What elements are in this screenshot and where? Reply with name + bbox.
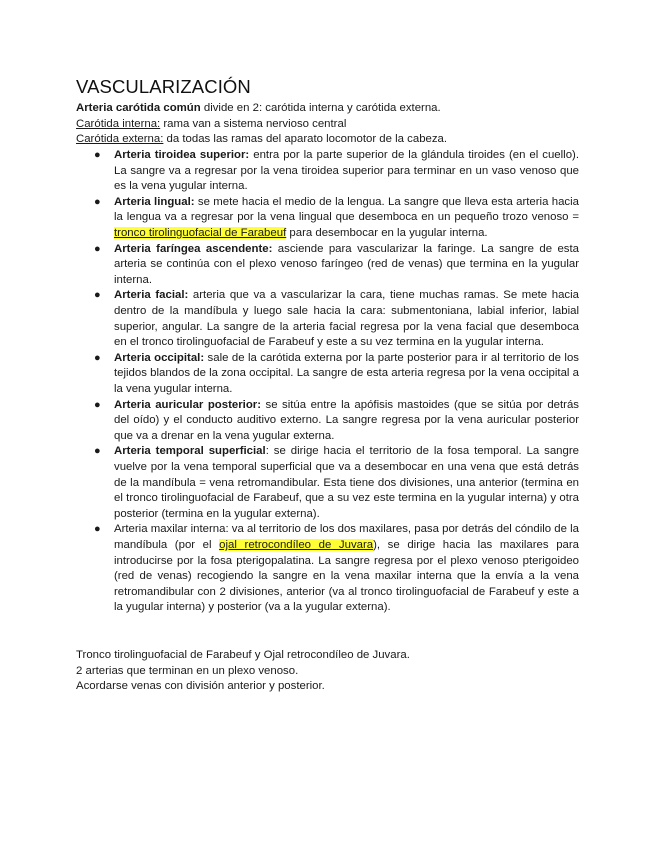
item-text: : se dirige hacia el territorio de la fosa temporal. La sangre vuelve por la vena temporal superficial que va a desembocar en una vena que está detrás de la mandíbula = vena retromandibular. Esta tiene dos divisiones, una anterior (termina en el tronco tirolinguofacial de Farabeuf, que a su vez este termina en la yugular interna) y otra posterior (termina en la yugular externa). [114, 445, 579, 520]
bullet-icon: ● [94, 351, 101, 364]
item-bold-label: Arteria temporal superficial [114, 445, 266, 458]
list-item-maxillary [94, 522, 579, 616]
internal-carotid-text: rama van a sistema nervioso central [160, 117, 347, 130]
item-text: sale de la carótida externa por la parte posterior para ir al territorio de los tejidos blandos de la zona occipital. La sangre de esta arteria regresa por la vena occipital a la vena yugular interna. [114, 351, 579, 396]
summary-notes [76, 648, 579, 695]
list-item-lingual [94, 195, 579, 242]
intro-internal-line [76, 117, 579, 133]
page-title: VASCULARIZACIÓN [76, 76, 251, 97]
list-item-temporal [94, 444, 579, 522]
list-item-occipital [94, 351, 579, 398]
item-text: se sitúa entre la apófisis mastoides (que se sitúa por detrás del oído) y el conducto auditivo externo. La sangre regresa por la vena auricular posterior que va a drenar en la vena yugular externa. [114, 398, 579, 442]
common-carotid-text: divide en 2: carótida interna y carótida externa. [200, 102, 441, 114]
list-item-auricular [94, 398, 579, 445]
bullet-icon: ● [94, 398, 101, 411]
bullet-icon: ● [94, 445, 101, 458]
artery-list [76, 148, 579, 616]
bullet-icon: ● [94, 523, 101, 536]
item-text: arteria que va a vascularizar la cara, tiene muchas ramas. Se mete hacia dentro de la mandíbula y luego sale hacia la cara: submentoniana, labial inferior, labial superior, angular. La sangre de la arteria facial regresa por la vena facial que desemboca en el tronco tirolinguofacial de Farabeuf y este a su vez termina en la yugular interna. [114, 289, 579, 349]
bullet-icon: ● [94, 242, 101, 255]
item-text: para desembocar en la yugular interna. [286, 227, 488, 240]
item-bold-label: Arteria faríngea ascendente: [114, 242, 273, 255]
item-text: Arteria maxilar interna: va al territorio de los dos maxilares, pasa por detrás del cóndilo de la mandíbula (por el [114, 523, 579, 551]
bullet-icon: ● [94, 149, 101, 162]
bullet-icon: ● [94, 195, 101, 208]
external-carotid-text: da todas las ramas del aparato locomotor de la cabeza. [163, 133, 448, 146]
item-bold-label: Arteria occipital: [114, 351, 205, 364]
intro-common-line [76, 101, 579, 117]
note-line: 2 arterias que terminan en un plexo venoso. [76, 664, 299, 677]
item-text: ), se dirige hacia las maxilares para introducirse por la fosa pterigopalatina. La sangre regresa por el plexo venoso pterigoideo (red de venas) recogiendo la sangre en la vena maxilar interna que la envía a la vena retromandibular con 2 divisiones, anterior (va al tronco tirolinguofacial de Farabeuf y este a la yugular interna) y posterior (va a la yugular externa). [114, 538, 579, 614]
list-item-thyroid [94, 148, 579, 195]
item-bold-label: Arteria facial: [114, 289, 189, 302]
common-carotid-label: Arteria carótida común [76, 102, 201, 114]
item-bold-label: Arteria tiroidea superior: [114, 149, 250, 162]
note-line: Acordarse venas con división anterior y posterior. [76, 680, 325, 693]
external-carotid-label: Carótida externa: [76, 133, 164, 146]
internal-carotid-label: Carótida interna: [76, 117, 161, 130]
item-text: se mete hacia el medio de la lengua. La sangre que lleva esta arteria hacia la lengua va a regresar por la vena lingual que desemboca en un pequeño trozo venoso = [114, 195, 579, 224]
list-item-facial [94, 288, 579, 350]
bullet-icon: ● [94, 289, 101, 302]
note-line: Tronco tirolinguofacial de Farabeuf y Ojal retrocondíleo de Juvara. [76, 648, 410, 661]
intro-external-line [76, 132, 579, 148]
item-bold-label: Arteria lingual: [114, 195, 195, 208]
highlight-juvara: ojal retrocondíleo de Juvara [219, 538, 374, 551]
item-bold-label: Arteria auricular posterior: [114, 398, 261, 411]
list-item-pharyngeal [94, 242, 579, 289]
item-text: asciende para vascularizar la faringe. La sangre de esta arteria se continúa con el plexo venoso faríngeo (red de venas) que termina en la yugular interna. [114, 242, 579, 286]
item-text: entra por la parte superior de la glándula tiroides (en el cuello). La sangre va a regresar por la vena tiroidea superior para terminar en un vaso venoso que es la vena yugular interna. [114, 149, 579, 193]
highlight-farabeuf: tronco tirolinguofacial de Farabeuf [114, 227, 287, 240]
